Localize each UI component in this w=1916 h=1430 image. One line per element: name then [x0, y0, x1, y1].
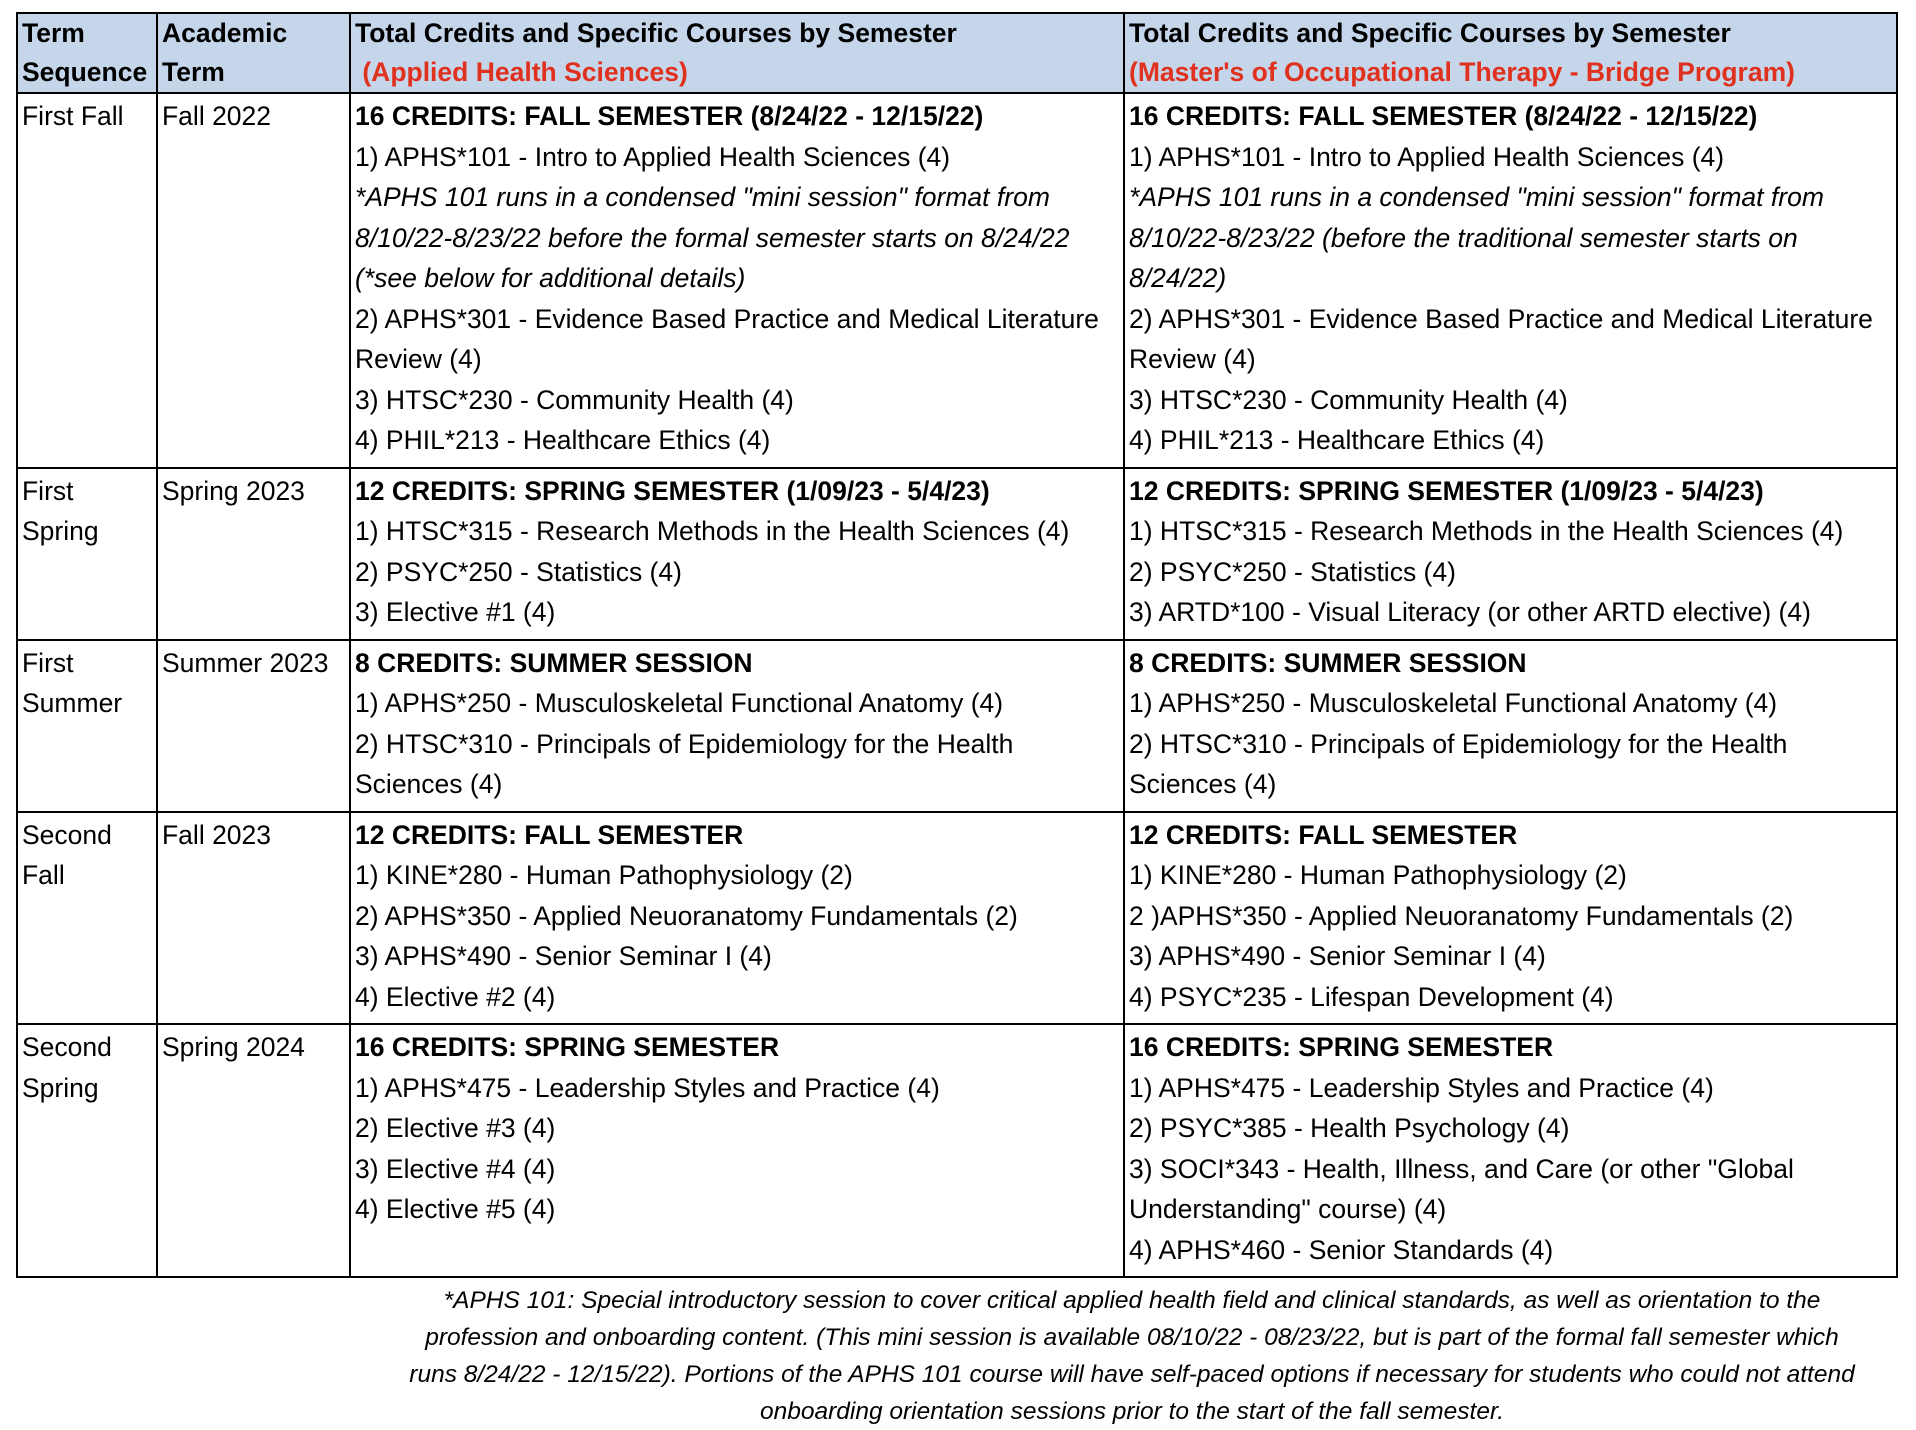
academic-term-cell: Fall 2022	[157, 93, 350, 468]
course-item: 1) APHS*101 - Intro to Applied Health Sciences (4)	[355, 141, 951, 172]
course-plan-table	[16, 12, 1898, 1278]
footnote	[352, 1282, 1912, 1430]
semester-row	[17, 468, 1897, 640]
course-item: 1) KINE*280 - Human Pathophysiology (2)	[1129, 860, 1627, 890]
header-ahs-column	[350, 13, 1124, 93]
course-item: 3) SOCI*343 - Health, Illness, and Care (or other "Global Understanding" course) (4)	[1129, 1153, 1794, 1224]
credits-heading: 12 CREDITS: FALL SEMESTER	[355, 819, 744, 850]
course-item: 3) HTSC*230 - Community Health (4)	[1129, 384, 1568, 415]
academic-term-cell: Spring 2023	[157, 468, 350, 640]
semester-row	[17, 640, 1897, 812]
course-item: 1) APHS*475 - Leadership Styles and Practice (4)	[1129, 1072, 1714, 1103]
credits-heading: 16 CREDITS: FALL SEMESTER (8/24/22 - 12/15/22)	[355, 101, 984, 131]
credits-heading: 12 CREDITS: SPRING SEMESTER (1/09/23 - 5/4/23)	[355, 475, 990, 506]
credits-heading: 12 CREDITS: SPRING SEMESTER (1/09/23 - 5/4/23)	[1129, 475, 1764, 506]
footnote-line: *APHS 101: Special introductory session to cover critical applied health field and clinical standards, as well as orientation to the	[443, 1287, 1821, 1314]
credits-heading: 12 CREDITS: FALL SEMESTER	[1129, 819, 1518, 850]
course-item: 1) KINE*280 - Human Pathophysiology (2)	[355, 860, 853, 890]
mot-courses-cell	[1124, 812, 1897, 1025]
course-item: 1) APHS*101 - Intro to Applied Health Sciences (4)	[1129, 141, 1725, 172]
course-item: 2) Elective #3 (4)	[355, 1113, 556, 1143]
credits-heading: 16 CREDITS: SPRING SEMESTER	[1129, 1032, 1554, 1062]
course-item: 3) Elective #1 (4)	[355, 597, 556, 627]
course-item: 3) HTSC*230 - Community Health (4)	[355, 384, 794, 415]
mot-courses-cell	[1124, 468, 1897, 640]
semester-row	[17, 812, 1897, 1025]
course-item: 4) Elective #2 (4)	[355, 981, 556, 1012]
course-item: 3) APHS*490 - Senior Seminar I (4)	[1129, 941, 1546, 971]
course-item: 3) Elective #4 (4)	[355, 1153, 556, 1184]
course-item: 2 )APHS*350 - Applied Neuoranatomy Fundamentals (2)	[1129, 900, 1794, 931]
course-item: 4) PSYC*235 - Lifespan Development (4)	[1129, 981, 1614, 1012]
header-academic-term	[157, 13, 350, 93]
ahs-courses-cell	[350, 640, 1124, 812]
course-item: 1) HTSC*315 - Research Methods in the Health Sciences (4)	[1129, 516, 1844, 546]
course-plan	[16, 12, 1896, 1425]
course-note: *APHS 101 runs in a condensed "mini session" format from 8/10/22-8/23/22 (before the traditional semester starts on 8/24/22)	[1129, 182, 1824, 293]
course-item: 1) APHS*250 - Musculoskeletal Functional Anatomy (4)	[1129, 688, 1778, 718]
footnote-line: onboarding orientation sessions prior to the start of the fall semester.	[759, 1398, 1505, 1425]
semester-row	[17, 93, 1897, 468]
course-item: 2) PSYC*250 - Statistics (4)	[1129, 556, 1456, 587]
header-term-sequence	[17, 13, 157, 93]
course-item: 2) APHS*301 - Evidence Based Practice and Medical Literature Review (4)	[355, 303, 1099, 374]
course-item: 1) APHS*250 - Musculoskeletal Functional Anatomy (4)	[355, 688, 1004, 718]
course-item: 4) PHIL*213 - Healthcare Ethics (4)	[1129, 425, 1545, 455]
course-item: 2) HTSC*310 - Principals of Epidemiology for the Health Sciences (4)	[1129, 728, 1788, 799]
course-item: 1) APHS*475 - Leadership Styles and Practice (4)	[355, 1072, 940, 1103]
header-ahs-title: Total Credits and Specific Courses by Semester	[355, 18, 957, 48]
course-item: 2) APHS*301 - Evidence Based Practice and Medical Literature Review (4)	[1129, 303, 1873, 374]
footnote-line: runs 8/24/22 - 12/15/22). Portions of the APHS 101 course will have self-paced options if necessary for students who could not attend	[409, 1361, 1855, 1388]
footnote-line: profession and onboarding content. (This mini session is available 08/10/22 - 08/23/22, but is part of the formal fall semester which	[425, 1324, 1839, 1351]
header-mot-program: (Master's of Occupational Therapy - Bridge Program)	[1129, 57, 1795, 87]
mot-courses-cell	[1124, 640, 1897, 812]
course-note: *APHS 101 runs in a condensed "mini session" format from 8/10/22-8/23/22 before the formal semester starts on 8/24/22 (*see below for additional details)	[355, 182, 1070, 293]
header-row	[17, 13, 1897, 93]
header-academic-term-line-2: Term	[162, 57, 225, 87]
mot-courses-cell	[1124, 93, 1897, 468]
course-item: 3) APHS*490 - Senior Seminar I (4)	[355, 941, 772, 971]
ahs-courses-cell	[350, 468, 1124, 640]
header-mot-title: Total Credits and Specific Courses by Semester	[1129, 18, 1731, 48]
course-item: 4) Elective #5 (4)	[355, 1194, 556, 1224]
term-sequence-cell: First Fall	[17, 93, 157, 468]
header-term-sequence-line-1: Term	[22, 18, 85, 48]
term-sequence-cell: First Summer	[17, 640, 157, 812]
header-ahs-program: (Applied Health Sciences)	[355, 57, 688, 87]
ahs-courses-cell	[350, 1024, 1124, 1277]
ahs-courses-cell	[350, 93, 1124, 468]
term-sequence-cell: Second Fall	[17, 812, 157, 1025]
header-mot-column	[1124, 13, 1897, 93]
credits-heading: 16 CREDITS: SPRING SEMESTER	[355, 1032, 780, 1062]
semester-row	[17, 1024, 1897, 1277]
course-item: 2) PSYC*385 - Health Psychology (4)	[1129, 1113, 1570, 1143]
ahs-courses-cell	[350, 812, 1124, 1025]
course-item: 2) APHS*350 - Applied Neuoranatomy Fundamentals (2)	[355, 900, 1018, 931]
academic-term-cell: Summer 2023	[157, 640, 350, 812]
credits-heading: 16 CREDITS: FALL SEMESTER (8/24/22 - 12/15/22)	[1129, 101, 1758, 131]
course-item: 2) PSYC*250 - Statistics (4)	[355, 556, 682, 587]
academic-term-cell: Fall 2023	[157, 812, 350, 1025]
course-item: 4) PHIL*213 - Healthcare Ethics (4)	[355, 425, 771, 455]
course-item: 4) APHS*460 - Senior Standards (4)	[1129, 1234, 1554, 1265]
mot-courses-cell	[1124, 1024, 1897, 1277]
credits-heading: 8 CREDITS: SUMMER SESSION	[1129, 647, 1527, 678]
course-item: 3) ARTD*100 - Visual Literacy (or other ARTD elective) (4)	[1129, 597, 1811, 627]
plan-body	[17, 93, 1897, 1277]
credits-heading: 8 CREDITS: SUMMER SESSION	[355, 647, 753, 678]
course-item: 1) HTSC*315 - Research Methods in the Health Sciences (4)	[355, 516, 1070, 546]
header-term-sequence-line-2: Sequence	[22, 57, 148, 87]
term-sequence-cell: Second Spring	[17, 1024, 157, 1277]
term-sequence-cell: First Spring	[17, 468, 157, 640]
course-item: 2) HTSC*310 - Principals of Epidemiology for the Health Sciences (4)	[355, 728, 1014, 799]
header-academic-term-line-1: Academic	[162, 18, 288, 48]
academic-term-cell: Spring 2024	[157, 1024, 350, 1277]
